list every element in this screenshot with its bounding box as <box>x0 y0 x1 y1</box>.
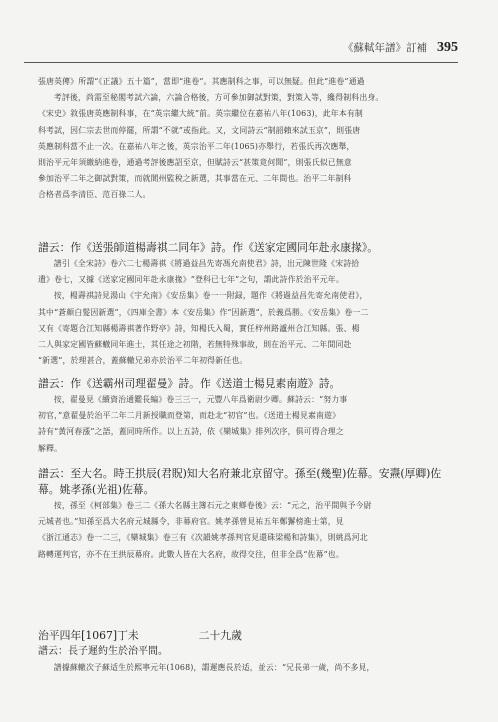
text-line: 按，楊壽祺詩見湯山《宇允南》《安岳集》卷一一附録，題作《將過益昌先寄允南使君》， <box>53 291 368 301</box>
year-heading <box>38 628 464 644</box>
text-line: 按，翟曼見《續資治通鑑長編》卷三三一，元豐八年爲衛尉少卿。蘇詩云：“努力事 <box>53 395 348 404</box>
text-line: 元城者也。”知孫至爲大名府元城縣令，非幕府官。姚孝孫曾見祐五年鄭獬榜進士第，見 <box>38 517 344 527</box>
text-line: 詩有“黃河春漲”之語，蓋同時所作。以上五詩，依《欒城集》排列次序，俱可得合理之 <box>38 427 344 437</box>
note-heading: 譜云：長子遲約生於治平間。 <box>38 646 168 657</box>
text-line: 科考試，因仁宗去世而停罷，所謂“不就”或指此。又，文同詩云“制韶賴來試玉京”，則張唐 <box>38 125 361 135</box>
running-header <box>343 40 458 56</box>
text-line: 張唐英傳》所謂“《正議》五十篇”，當即“進卷”。其應制科之事，可以無疑。但此“進卷”通過 <box>38 77 365 86</box>
text-line: 譜據蘇轍次子蘇适生於熙寧元年(1068)，謂遲應長於适，並云：“兄長弟一歲，尚不多見， <box>53 663 375 672</box>
page-number: 395 <box>437 40 458 55</box>
section-zhang-yang <box>38 240 464 369</box>
text-line: 遺》卷七，又據《送家定國同年赴永康掾》“登科已七年”之句，謂此詩作於治平元年。 <box>38 275 344 285</box>
text-line: 初官，”意翟曼於治平二年二月新授職而登第，而赴北“初官”也。《送道士楊見素南遊》 <box>38 411 341 421</box>
header-rule <box>24 62 458 63</box>
text-line: 又有《寄題合江知縣楊壽祺著作野亭》詩，知楊氏入蜀，實任梓州路瀘州合江知縣。張、楊 <box>38 323 360 333</box>
paragraph-zhang <box>38 74 464 204</box>
section-zhai <box>38 376 464 457</box>
text-line: 其中“蒼顏白髮因新選”，《四庫全書》本《安岳集》作“因新選”，於義爲勝。《安岳集》卷一二 <box>38 307 369 317</box>
text-line: 合格者爲李清臣、范百祿二人。 <box>38 190 151 200</box>
text-line: 解釋。 <box>38 443 63 453</box>
text-line: 《浙江通志》卷一二三，《欒城集》卷三有《次韻姚孝孫判官見還硃梁楊和詩集》，則姚爲河北 <box>38 533 368 543</box>
header-title: 《蘇軾年譜》訂補 <box>343 42 427 54</box>
text-line: 考評後，尚需至秘閣考試六論，六論合格後，方可參加御試對策，對策入等，纔得制科出身。 <box>53 93 384 103</box>
text-line: 則治平元年須繳納進卷，通過考評後應詔至京，但賦詩云“甚策竟何聞”，則張氏似已無意 <box>38 158 352 168</box>
text-line: 二人與家定國皆蘇轍同年進士，其任途之初階，若無特殊事故，則在治平元、二年間同赴 <box>38 340 352 350</box>
age-label: 二十九歲 <box>198 629 242 642</box>
note-heading-cont: 幕。姚孝孫(光祖)佐幕。 <box>38 483 155 496</box>
section-daming <box>38 466 464 563</box>
note-heading: 譜云：至大名。時王拱辰(君貺)知大名府兼北京留守。孫至(幾聖)佐幕。安燾(厚卿)佐 <box>38 467 442 480</box>
text-line: “新選”，於理甚合，蓋蘇轍兄弟亦於治平二年初得新任也。 <box>38 356 248 366</box>
text-line: 參加治平二年之御試對策，而就閬州監稅之新選，其事當在元、二年間也。治平二年制科 <box>38 174 352 184</box>
section-zhiping4 <box>38 628 464 676</box>
note-heading: 譜云：作《送張師道楊壽祺二同年》詩。作《送家定國同年赴永康掾》。 <box>38 241 379 254</box>
text-line: 英應制科當不止一次。在嘉祐八年之後，英宗治平二年(1065)亦舉行，若張氏再次應舉， <box>38 141 355 151</box>
text-line: 按，孫至《柯部集》卷三二《孫大名縣主簿石元之東鄉卷後》云：“元之，治平間與予今尉 <box>53 501 372 510</box>
note-heading: 譜云：作《送霸州司理翟曼》詩。作《送道士楊見素南遊》詩。 <box>38 377 341 390</box>
text-line: 路轉運判官，亦不在王拱辰幕府。此數人皆在大名府，故得交往，但非全爲“佐幕”也。 <box>38 549 344 559</box>
year-label: 治平四年[1067]丁未 <box>38 629 139 642</box>
text-line: 譜引《全宋詩》卷六二七楊壽祺《將過益昌先寄馮允南使君》詩，出元陳世隆《宋詩拾 <box>53 259 360 268</box>
text-line: 《宋史》敘張唐英應制科事，在“英宗繼大統”前。英宗繼位在嘉祐八年(1063)，此年本有制 <box>38 109 363 119</box>
